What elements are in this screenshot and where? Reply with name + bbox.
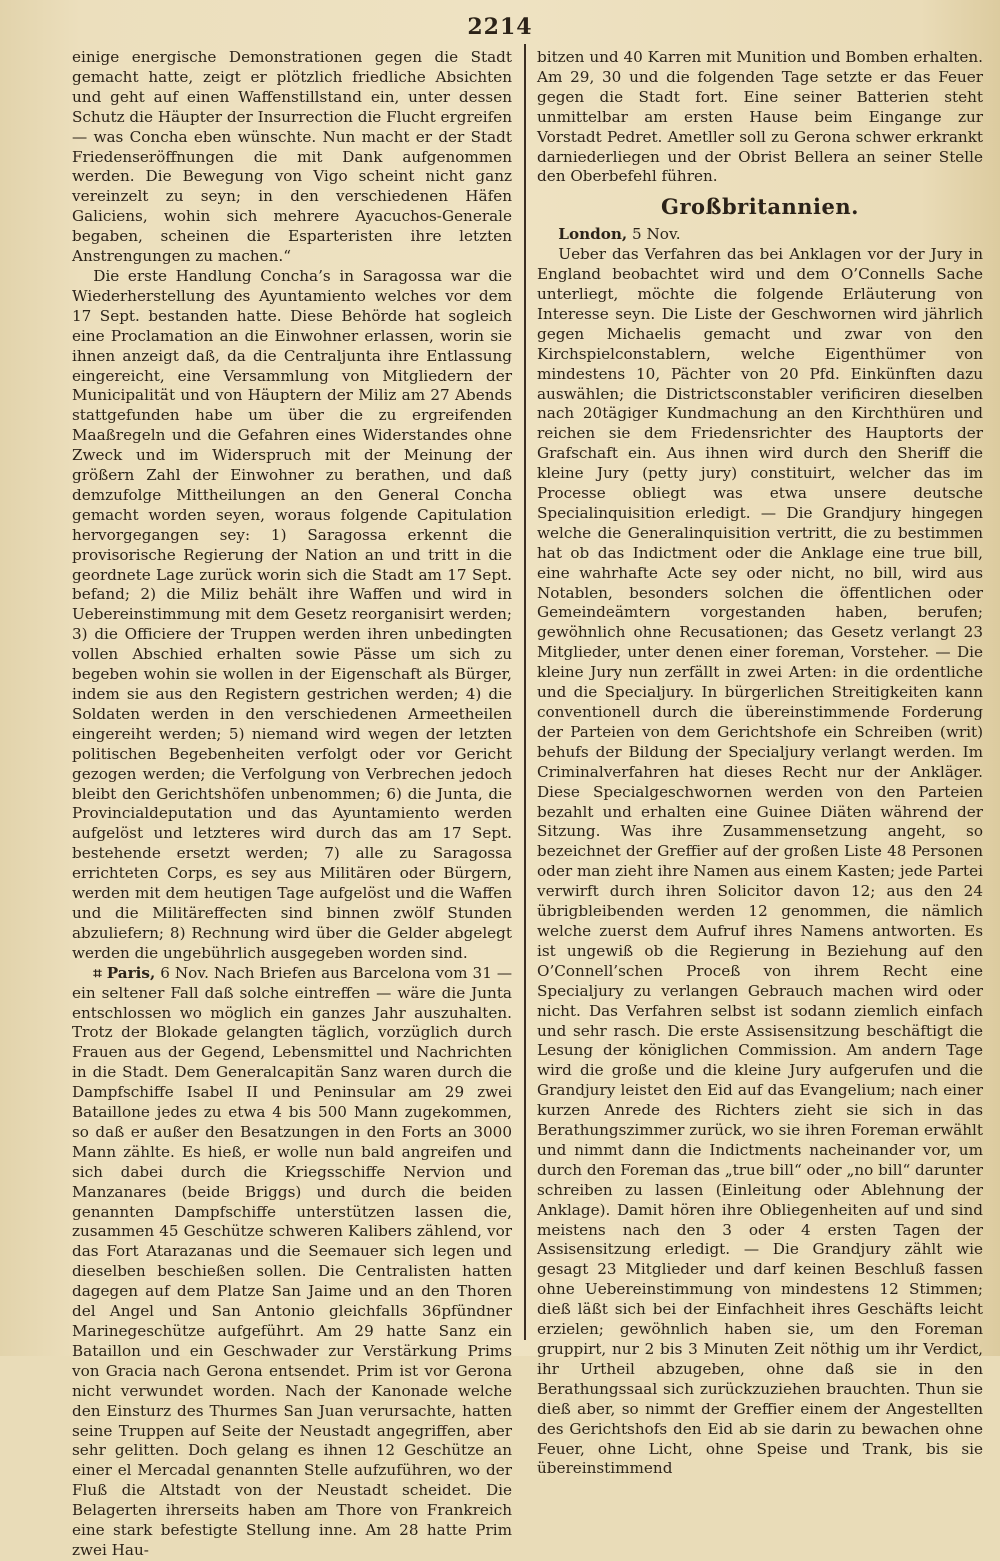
left-paragraph-1: einige energische Demonstrationen gegen die Stadt gemacht hatte, zeigt er plötzlich friedliche Absichten und geht auf einen Waffenstillstand ein, unter dessen Schutz die Häupter der Insurrection die Flucht ergreifen — was Concha eben wünschte. Nun macht er der Stadt Friedenseröffnungen die mit Dank aufgenommen werden. Die Bewegung von Vigo scheint nicht ganz vereinzelt zu seyn; in den verschiedenen Häfen Galiciens, wohin sich mehrere Ayacuchos-Generale begaben, scheinen die Esparteristen ihre letzten Anstrengungen zu machen.“ <box>72 48 512 266</box>
dateline-date-paris: 6 Nov. <box>160 963 209 982</box>
column-divider <box>524 44 526 1340</box>
dateline-place-paris: Paris, <box>106 963 156 982</box>
paris-report-text: Nach Briefen aus Barcelona vom 31 — ein seltener Fall daß solche eintreffen — wäre die Junta entschlossen wo möglich ein ganzes Jahr auszuhalten. Trotz der Blokade gelangten täglich, vorzüglich durch Frauen aus der Gegend, Lebensmittel und Nachrichten in die Stadt. Dem Generalcapitän Sanz waren durch die Dampfschiffe Isabel II und Peninsular am 29 zwei Bataillone jedes zu etwa 4 bis 500 Mann zugekommen, so daß er außer den Besatzungen in den Forts an 3000 Mann zählte. Es hieß, er wolle nun bald angreifen und sich dabei durch die Kriegsschiffe Nervion und Manzanares (beide Briggs) und durch die beiden genannten Dampfschiffe unterstützen lassen die, zusammen 45 Geschütze schweren Kalibers zählend, vor das Fort Atarazanas und die Seemauer sich legen und dieselben beschießen sollen. Die Centralisten hatten dagegen auf dem Platze San Jaime und an den Thoren del Angel und San Antonio gleichfalls 36pfündner Marinegeschütze aufgeführt. Am 29 hatte Sanz ein Bataillon und ein Geschwader zur Verstärkung Prims von Gracia nach Gerona entsendet. Prim ist vor Gerona nicht verwundet worden. Nach der Kanonade welche den Einsturz des Thurmes San Juan verursachte, hatten seine Truppen auf Seite der Neustadt angegriffen, aber sehr gelitten. Doch gelang es ihnen 12 Geschütze an einer el Mercadal genannten Stelle aufzuführen, wo der Fluß die Altstadt von der Neustadt scheidet. Die Belagerten ihrerseits haben am Thore von Frankreich eine stark befestigte Stellung inne. Am 28 hatte Prim zwei Hau- <box>72 963 513 1559</box>
dateline-place-london: London, <box>558 225 628 244</box>
left-paragraph-3 <box>72 964 512 1561</box>
left-column <box>72 48 513 1559</box>
dateline-date-london: 5 Nov. <box>632 225 681 244</box>
left-paragraph-2: Die erste Handlung Concha’s in Saragossa war die Wiederherstellung des Ayuntamiento welches vor dem 17 Sept. bestanden hatte. Diese Behörde hat sogleich eine Proclamation an die Einwohner erlassen, worin sie ihnen anzeigt daß, da die Centraljunta ihre Entlassung eingereicht, eine Versammlung von Mitgliedern der Municipalität und von Häuptern der Miliz am 27 Abends stattgefunden habe um über die zu ergreifenden Maaßregeln und die Gefahren eines Widerstandes ohne Zweck und im Widerspruch mit der Meinung der größern Zahl der Einwohner zu berathen, und daß demzufolge Mittheilungen an den General Concha gemacht worden seyen, woraus folgende Capitulation hervorgegangen sey: 1) Saragossa erkennt die provisorische Regierung der Nation an und tritt in die geordnete Lage zurück worin sich die Stadt am 17 Sept. befand; 2) die Miliz behält ihre Waffen und wird in Uebereinstimmung mit dem Gesetz reorganisirt werden; 3) die Officiere der Truppen werden ihren unbedingten vollen Abschied erhalten sowie Pässe um sich zu begeben wohin sie wollen in der Eigenschaft als Bürger, indem sie aus den Registern gestrichen werden; 4) die Soldaten werden in den verschiedenen Armeetheilen eingereiht werden; 5) niemand wird wegen der letzten politischen Begebenheiten verfolgt oder vor Gericht gezogen werden; die Verfolgung von Verbrechen jedoch bleibt den Gerichtshöfen unbenommen; 6) die Junta, die Provincialdeputation und das Ayuntamiento werden aufgelöst und letzteres wird durch das am 17 Sept. bestehende ersetzt werden; 7) alle zu Saragossa errichteten Corps, es sey aus Militären oder Bürgern, werden mit dem heutigen Tage aufgelöst und die Waffen und die Militäreffecten sind binnen zwölf Stunden abzuliefern; 8) Rechnung wird über die Gelder abgelegt werden die ungebührlich ausgegeben worden sind. <box>72 266 512 962</box>
dateline-mark: ⌗ <box>93 963 102 982</box>
right-column <box>537 48 983 1478</box>
right-paragraph-3: Ueber das Verfahren das bei Anklagen vor der Jury in England beobachtet wird und dem O’Connells Sache unterliegt, möchte die folgende Erläuterung von Interesse seyn. Die Liste der Geschwornen wird jährlich gegen Michaelis gemacht und zwar von den Kirchspielconstablern, welche Eigenthümer von mindestens 10, Pächter von 20 Pfd. Einkünften dazu auswählen; die Districtsconstabler verificiren dieselben nach 20tägiger Kundmachung an den Kirchthüren und reichen sie dem Friedensrichter des Hauptorts der Grafschaft ein. Aus ihnen wird durch den Sheriff die kleine Jury (petty jury) constituirt, welcher das im Processe obliegt was etwa unsere deutsche Specialinquisition erledigt. — Die Grandjury hingegen welche die Generalinquisition vertritt, die zu bestimmen hat ob das Indictment oder die Anklage eine true bill, eine wahrhafte Acte sey oder nicht, no bill, wird aus Notablen, besonders solchen die öffentlichen oder Gemeindeämtern vorgestanden haben, berufen; gewöhnlich ohne Recusationen; das Gesetz verlangt 23 Mitglieder, unter denen einer foreman, Vorsteher. — Die kleine Jury nun zerfällt in zwei Arten: in die ordentliche und die Specialjury. In bürgerlichen Streitigkeiten kann conventionell durch die übereinstimmende Forderung der Parteien von dem Gerichtshofe ein Schreiben (writ) behufs der Bildung der Specialjury verlangt werden. Im Criminalverfahren hat dieses Recht nur der Ankläger. Diese Specialgeschwornen werden von den Parteien bezahlt und erhalten eine Guinee Diäten während der Sitzung. Was ihre Zusammensetzung angeht, so bezeichnet der Greffier auf der großen Liste 48 Personen oder man zieht ihre Namen aus einem Kasten; jede Partei verwirft durch ihren Solicitor davon 12; aus den 24 übrigbleibenden werden 12 genommen, die nämlich welche zuerst dem Aufruf ihres Namens antworten. Es ist ungewiß ob die Regierung in Beziehung auf den O’Connell’schen Proceß von ihrem Recht eine Specialjury zu verlangen Gebrauch machen wird oder nicht. Das Verfahren selbst ist sodann ziemlich einfach und sehr rasch. Die erste Assisensitzung beschäftigt die Lesung der königlichen Commission. Am andern Tage wird die große und die kleine Jury aufgerufen und die Grandjury leistet den Eid auf das Evangelium; nach einer kurzen Anrede des Richters zieht sie sich in das Berathungszimmer zurück, wo sie ihren Foreman erwählt und nimmt dann die Indictments nacheinander vor, um durch den Foreman das „true bill“ oder „no bill“ darunter schreiben zu lassen (Einleitung oder Ablehnung der Anklage). Damit hören ihre Obliegenheiten auf und sind meistens nach den 3 oder 4 ersten Tagen der Assisensitzung erledigt. — Die Grandjury zählt wie gesagt 23 Mitglieder und darf keinen Beschluß fassen ohne Uebereinstimmung von mindestens 12 Stimmen; dieß läßt sich bei der Einfachheit ihres Geschäfts leicht erzielen; gewöhnlich haben sie, um den Foreman gruppirt, nur 2 bis 3 Minuten Zeit nöthig um ihr Verdict, ihr Urtheil abzugeben, ohne daß sie in den Berathungssaal sich zurückzuziehen brauchten. Thun sie dieß aber, so nimmt der Greffier einem der Angestellten des Gerichtshofs den Eid ab sie darin zu bewachen ohne Feuer, ohne Licht, ohne Speise und Trank, bis sie übereinstimmend <box>537 245 983 1478</box>
page-number: 2214 <box>467 14 533 40</box>
section-heading-grossbritannien: Großbritannien. <box>661 194 859 220</box>
right-paragraph-2 <box>537 225 983 245</box>
right-paragraph-1: bitzen und 40 Karren mit Munition und Bomben erhalten. Am 29, 30 und die folgenden Tage setzte er das Feuer gegen die Stadt fort. Eine seiner Batterien steht unmittelbar am ersten Hause beim Eingange zur Vorstadt Pedret. Ametller soll zu Gerona schwer erkrankt darniederliegen und der Obrist Bellera an seiner Stelle den Oberbefehl führen. <box>537 48 983 186</box>
